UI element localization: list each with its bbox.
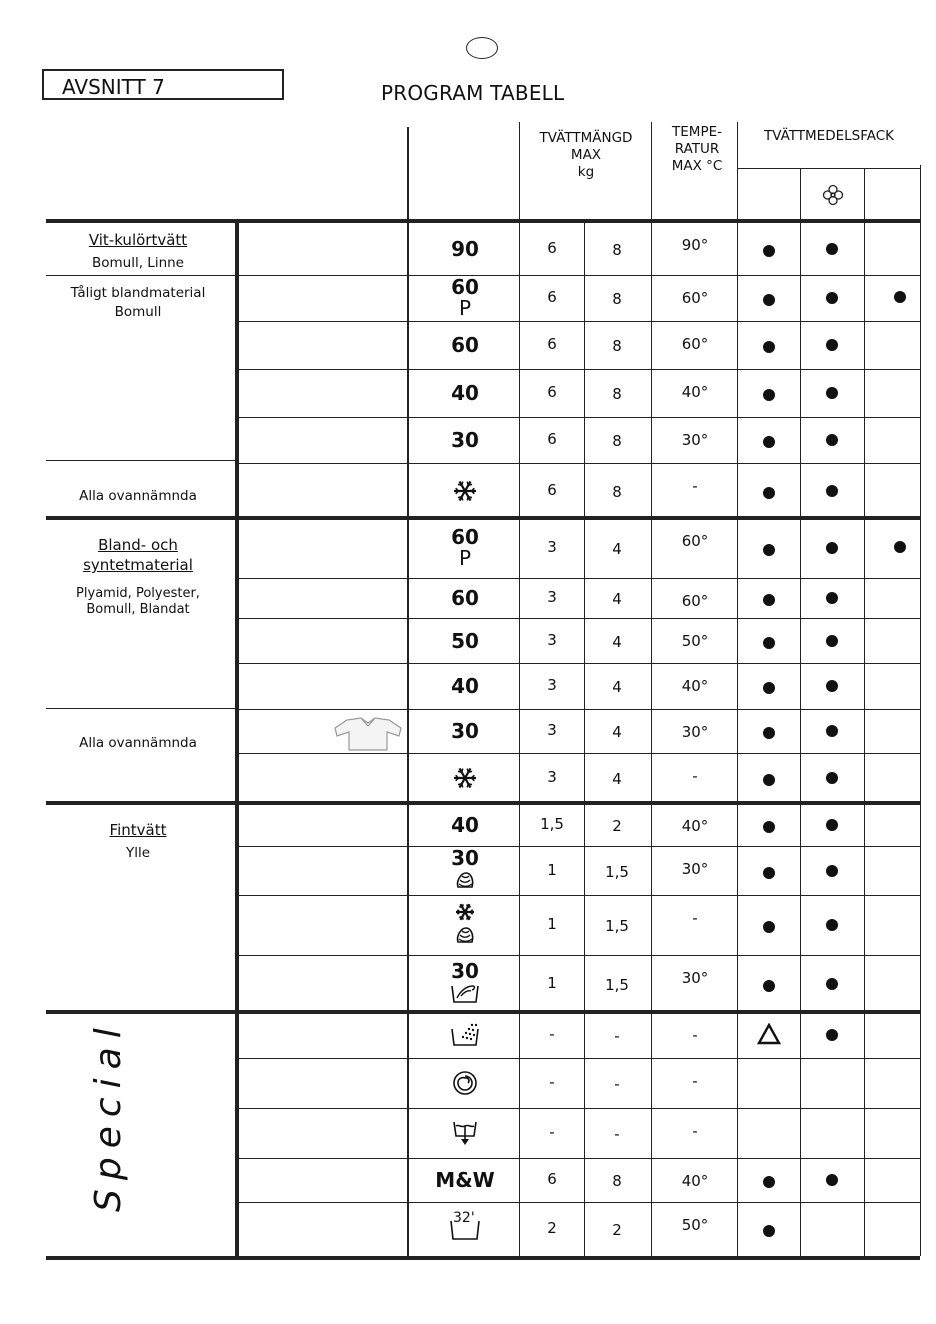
compartment-2-dot (826, 865, 838, 877)
grid-line (46, 275, 236, 276)
compartment-2-dot (826, 592, 838, 604)
compartment-2-dot (826, 819, 838, 831)
program-label: 30 (451, 719, 479, 743)
category-white-sub2: Tåligt blandmaterial (70, 285, 206, 301)
compartment-2-dot (826, 772, 838, 784)
snowflake-icon (452, 478, 478, 504)
grid-line (239, 1058, 920, 1059)
load-min: 1 (547, 915, 557, 933)
load-min: 1 (547, 973, 557, 992)
category-mixed-title2: syntetmaterial (83, 556, 193, 574)
drain-icon (451, 1119, 479, 1147)
load-max: 4 (612, 540, 622, 558)
temperature: 60° (681, 532, 709, 550)
grid-line (239, 1158, 920, 1159)
program-label: 60 (451, 586, 479, 610)
program-label: 90 (451, 236, 479, 261)
compartment-1-dot (763, 774, 775, 786)
compartment-2-dot (826, 978, 838, 990)
grid-line (800, 168, 801, 1256)
category-mixed-sub3: Alla ovannämnda (79, 735, 197, 751)
compartment-3-dot (894, 291, 906, 303)
load-max: 4 (612, 723, 622, 741)
program-label: 60 (451, 525, 479, 549)
detergent-header: TVÄTTMEDELSFACK (763, 128, 895, 144)
load-max: 8 (612, 290, 622, 308)
page-title: PROGRAM TABELL (381, 81, 565, 105)
load-min: - (549, 1073, 555, 1091)
grid-line (239, 578, 920, 579)
temperature: - (692, 767, 698, 785)
category-mixed-sub2: Bomull, Blandat (86, 602, 190, 617)
load-min: 2 (547, 1219, 557, 1237)
quick-32-label: 32' (453, 1210, 475, 1226)
temperature: 30° (681, 723, 709, 741)
load-max: 8 (612, 240, 622, 259)
category-fine-title: Fintvätt (109, 821, 167, 839)
grid-line (46, 219, 920, 223)
compartment-3-dot (894, 541, 906, 553)
grid-line (864, 168, 865, 1256)
section-box (42, 69, 284, 100)
load-min: 3 (547, 538, 557, 556)
grid-line (46, 1256, 920, 1260)
load-max: 4 (612, 632, 622, 651)
temperature: 40° (681, 1172, 709, 1190)
load-max: - (614, 1075, 620, 1093)
grid-line (46, 1010, 920, 1014)
compartment-1-dot (763, 921, 775, 933)
load-min: 6 (547, 1170, 557, 1188)
load-min: 1 (547, 860, 557, 879)
compartment-1-dot (763, 980, 775, 992)
wool-icon (455, 871, 475, 889)
compartment-1-dot (763, 487, 775, 499)
temp-header: TEMPE- RATUR MAX °C (671, 124, 723, 174)
grid-line (239, 417, 920, 418)
grid-line (46, 801, 920, 805)
program-label: 60 (451, 275, 479, 299)
compartment-2-dot (826, 243, 838, 255)
compartment-2-dot (826, 680, 838, 692)
compartment-1-dot (763, 544, 775, 556)
load-max: 8 (612, 385, 622, 403)
compartment-2-dot (826, 339, 838, 351)
grid-line (239, 369, 920, 370)
spin-icon (452, 1070, 478, 1096)
compartment-2-dot (826, 434, 838, 446)
load-max: 8 (612, 432, 622, 450)
program-label: 60 (451, 333, 479, 357)
grid-line (239, 275, 920, 276)
load-min: 6 (547, 238, 557, 257)
load-min: 3 (547, 721, 557, 739)
country-code-oval (466, 37, 498, 59)
compartment-1-dot (763, 1176, 775, 1188)
grid-line (737, 168, 920, 169)
grid-line (239, 709, 920, 710)
category-white-sub: Bomull, Linne (91, 255, 184, 271)
temperature: 50° (681, 1216, 709, 1234)
category-white-sub3: Bomull (114, 304, 162, 320)
rinse-icon (449, 1021, 481, 1049)
temperature: - (692, 477, 698, 495)
temperature: 30° (681, 969, 709, 987)
triangle-icon (757, 1023, 781, 1045)
load-min: 6 (547, 383, 557, 401)
shirt-icon (333, 716, 403, 752)
compartment-1-dot (763, 682, 775, 694)
compartment-2-dot (826, 387, 838, 399)
category-white-sub4: Alla ovannämnda (79, 488, 197, 504)
handwash-icon (449, 982, 481, 1004)
grid-line (46, 708, 236, 709)
grid-line (920, 165, 921, 1256)
compartment-2-dot (826, 1029, 838, 1041)
compartment-2-dot (826, 1174, 838, 1186)
temperature: 40° (681, 383, 709, 401)
grid-line (239, 1108, 920, 1109)
compartment-1-dot (763, 594, 775, 606)
compartment-2-dot (826, 542, 838, 554)
program-label: 50 (451, 628, 479, 653)
load-max: 8 (612, 337, 622, 355)
grid-line (46, 460, 236, 461)
load-max: 4 (612, 770, 622, 788)
load-min: - (549, 1123, 555, 1141)
load-min: 6 (547, 335, 557, 353)
load-max: 8 (612, 1172, 622, 1190)
grid-line (239, 463, 920, 464)
load-max: 1,5 (605, 862, 629, 881)
compartment-2-dot (826, 635, 838, 647)
load-min: 6 (547, 430, 557, 448)
grid-line (46, 516, 920, 520)
compartment-1-dot (763, 821, 775, 833)
temperature: 50° (681, 632, 709, 650)
compartment-2-dot (826, 725, 838, 737)
temperature: - (692, 909, 698, 927)
grid-line (235, 219, 239, 1260)
program-label: 30 (451, 428, 479, 452)
program-label: 30 (451, 958, 479, 983)
compartment-1-dot (763, 637, 775, 649)
load-min: 6 (547, 480, 557, 499)
load-min: 3 (547, 676, 557, 694)
grid-line (239, 618, 920, 619)
program-sublabel: P (458, 296, 472, 320)
section-label: AVSNITT 7 (62, 75, 165, 99)
load-min: 1,5 (540, 814, 564, 833)
load-min: - (549, 1025, 555, 1043)
compartment-2-dot (826, 919, 838, 931)
temperature: 60° (681, 592, 709, 610)
snowflake-icon (452, 765, 478, 791)
load-max: 2 (612, 816, 622, 835)
load-max: - (614, 1125, 620, 1143)
load-min: 6 (547, 288, 557, 306)
load-min: 3 (547, 630, 557, 649)
temperature: 40° (681, 677, 709, 695)
temperature: 60° (681, 289, 709, 307)
program-label: 40 (451, 812, 479, 837)
grid-line (239, 321, 920, 322)
grid-line (239, 895, 920, 896)
compartment-1-dot (763, 436, 775, 448)
compartment-1-dot (763, 389, 775, 401)
load-max: 8 (612, 482, 622, 501)
program-label: 40 (451, 674, 479, 698)
load-max: - (614, 1027, 620, 1045)
load-max: 4 (612, 678, 622, 696)
category-special-title: Special (88, 1019, 129, 1212)
compartment-1-dot (763, 294, 775, 306)
program-sublabel: P (458, 546, 472, 570)
flower-icon (822, 184, 844, 206)
load-max: 4 (612, 590, 622, 608)
compartment-1-dot (763, 1225, 775, 1237)
temperature: 40° (681, 817, 709, 835)
grid-line (239, 753, 920, 754)
category-mixed-title1: Bland- och (98, 536, 178, 554)
snowflake-icon (454, 901, 476, 923)
grid-line (239, 1202, 920, 1203)
temperature: 30° (681, 860, 709, 878)
wool-icon (455, 926, 475, 944)
temperature: 90° (681, 236, 709, 254)
compartment-2-dot (826, 292, 838, 304)
compartment-1-dot (763, 341, 775, 353)
temperature: 60° (681, 335, 709, 353)
load-header: TVÄTTMÄNGD MAX kg (539, 130, 633, 180)
program-label: 30 (451, 845, 479, 870)
temperature: - (692, 1026, 698, 1044)
compartment-1-dot (763, 727, 775, 739)
temperature: - (692, 1072, 698, 1090)
compartment-1-dot (763, 867, 775, 879)
load-min: 3 (547, 768, 557, 786)
category-fine-sub: Ylle (125, 845, 151, 861)
temperature: - (692, 1122, 698, 1140)
category-white-title: Vit-kulörtvätt (88, 231, 188, 249)
load-max: 1,5 (605, 917, 629, 935)
load-min: 3 (547, 588, 557, 606)
grid-line (239, 846, 920, 847)
category-mixed-sub1: Plyamid, Polyester, (76, 586, 200, 601)
grid-line (239, 663, 920, 664)
compartment-1-dot (763, 245, 775, 257)
compartment-2-dot (826, 485, 838, 497)
program-label: 40 (451, 381, 479, 405)
program-label: M&W (435, 1168, 495, 1192)
load-max: 2 (612, 1221, 622, 1239)
grid-line (239, 955, 920, 956)
grid-line (407, 127, 409, 1256)
load-max: 1,5 (605, 975, 629, 994)
temperature: 30° (681, 431, 709, 449)
